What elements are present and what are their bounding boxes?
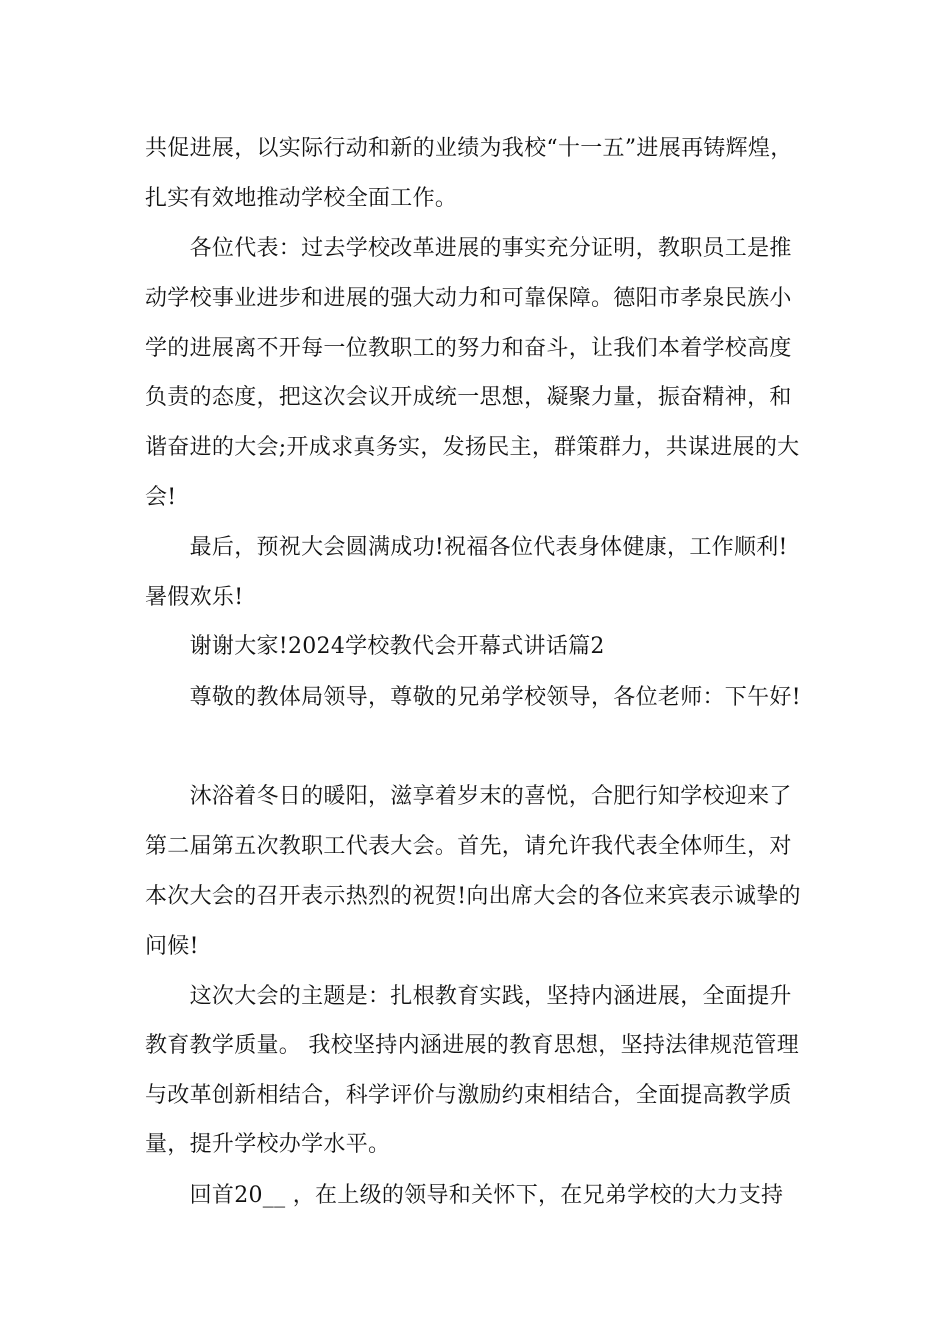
text-line: 谐奋进的大会;开成求真务实，发扬民主，群策群力，共谋进展的大 [145, 435, 800, 460]
text-line: 共促进展，以实际行动和新的业绩为我校“十一五”进展再铸辉煌， [145, 136, 793, 161]
text-line: 暑假欢乐! [145, 585, 244, 610]
text-line: 各位代表：过去学校改革进展的事实充分证明，教职员工是推 [145, 236, 792, 261]
text-line: 会! [145, 485, 177, 510]
text-line: 沐浴着冬日的暖阳，滋享着岁末的喜悦，合肥行知学校迎来了 [145, 784, 792, 809]
text-line: 回首20__ ，在上级的领导和关怀下，在兄弟学校的大力支持 [145, 1183, 784, 1208]
text-line: 第二届第五次教职工代表大会。首先，请允许我代表全体师生，对 [145, 834, 792, 859]
text-line: 本次大会的召开表示热烈的祝贺!向出席大会的各位来宾表示诚挚的 [145, 884, 801, 909]
text-line: 问候! [145, 934, 199, 959]
text-line: 教育教学质量。 我校坚持内涵进展的教育思想，坚持法律规范管理 [145, 1033, 799, 1058]
text-line: 量，提升学校办学水平。 [145, 1132, 391, 1157]
text-line: 学的进展离不开每一位教职工的努力和奋斗，让我们本着学校高度 [145, 336, 792, 361]
text-line: 扎实有效地推动学校全面工作。 [145, 186, 458, 211]
text-line: 这次大会的主题是：扎根教育实践，坚持内涵进展，全面提升 [145, 984, 792, 1009]
text-line: 与改革创新相结合，科学评价与激励约束相结合，全面提高教学质 [145, 1083, 792, 1108]
text-line: 负责的态度，把这次会议开成统一思想，凝聚力量，振奋精神，和 [145, 385, 792, 410]
text-line: 动学校事业进步和进展的强大动力和可靠保障。德阳市孝泉民族小 [145, 286, 792, 311]
section-heading-line: 谢谢大家!2024学校教代会开幕式讲话篇2 [145, 634, 605, 659]
salutation-line: 尊敬的教体局领导，尊敬的兄弟学校领导，各位老师：下午好! [145, 685, 801, 710]
text-line: 最后，预祝大会圆满成功!祝福各位代表身体健康，工作顺利! [145, 535, 788, 560]
